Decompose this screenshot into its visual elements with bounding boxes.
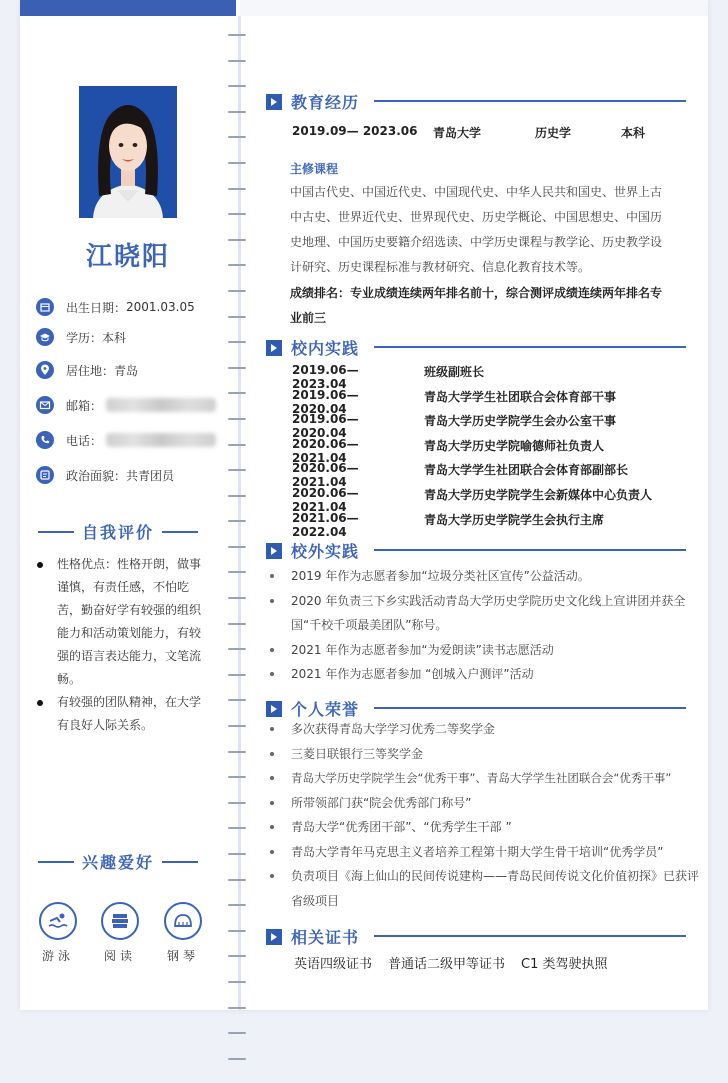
chevron-right-icon	[266, 701, 282, 717]
practice-date: 2020.06—2021.04	[292, 486, 359, 514]
binding-dash	[228, 623, 246, 625]
honor-item: 青岛大学历史学院学生会“优秀干事”、青岛大学学生社团联合会“优秀干事”	[270, 766, 710, 791]
outside-practice-item: 2021 年作为志愿者参加“为爱朗读”读书志愿活动	[270, 638, 710, 663]
binding-dash	[228, 674, 246, 676]
practice-date: 2019.06—2020.04	[292, 387, 359, 416]
info-row	[36, 359, 138, 381]
honor-item: 所带领部门获“院会优秀部门称号”	[270, 791, 710, 816]
piano-icon	[172, 910, 194, 932]
self-eval-title: 自我评价	[82, 523, 155, 542]
outside-practice-item: 2020 年负责三下乡实践活动青岛大学历史学院历史文化线上宣讲团并获全国“千校千项最美团队”称号。	[270, 589, 691, 638]
honors-list	[270, 717, 710, 913]
practice-date: 2020.06—2021.04	[292, 461, 359, 490]
binding-dash	[228, 520, 246, 522]
binding-dash	[228, 85, 246, 87]
binding-dash	[228, 60, 246, 62]
practice-role: 青岛大学学生社团联合会体育部副部长	[424, 463, 629, 478]
hobby-label: 钢琴	[166, 949, 199, 963]
binding-dash	[228, 188, 246, 190]
book-stack-icon	[109, 910, 131, 932]
binding-dash	[228, 1007, 246, 1009]
section-rule	[374, 346, 686, 348]
education-heading	[266, 90, 359, 113]
self-eval-heading	[30, 520, 206, 543]
hobbies-heading	[30, 850, 206, 873]
binding-dash	[228, 699, 246, 701]
info-value: 2001.03.05	[126, 300, 195, 314]
binding-dash	[228, 751, 246, 753]
binding-dash	[228, 162, 246, 164]
practice-date: 2019.06—2023.04	[292, 363, 359, 391]
binding-dash	[228, 316, 246, 318]
binding-dash	[228, 444, 246, 446]
info-label: 学历：	[66, 330, 103, 345]
binding-dash	[228, 136, 246, 138]
info-value: 共青团员	[126, 468, 175, 483]
info-label: 居住地：	[66, 363, 115, 378]
binding-dash	[228, 34, 246, 36]
practice-role: 青岛大学历史学院喻德师社负责人	[424, 438, 605, 453]
binding-dash	[228, 341, 246, 343]
section-rule	[374, 707, 686, 709]
info-value: 本科	[102, 330, 127, 345]
info-value: 青岛	[114, 363, 139, 378]
binding-dash	[228, 1032, 246, 1034]
courses-title: 主修课程	[290, 162, 339, 176]
outside-practice-title: 校外实践	[291, 542, 360, 561]
outside-practice-item: 2021 年作为志愿者参加 “创城入户测评”活动	[270, 662, 710, 687]
outside-practice-heading	[266, 539, 359, 562]
info-row	[36, 464, 174, 486]
redacted-value	[106, 398, 216, 412]
phone-icon	[36, 431, 54, 449]
binding-marks	[228, 34, 250, 1083]
practice-role: 青岛大学历史学院学生会执行主席	[424, 512, 605, 527]
binding-dash	[228, 802, 246, 804]
binding-dash	[228, 111, 246, 113]
education-school: 青岛大学	[433, 126, 482, 140]
binding-dash	[228, 827, 246, 829]
honor-item: 多次获得青岛大学学习优秀二等奖学金	[270, 717, 710, 742]
info-label: 出生日期：	[66, 300, 127, 315]
hobby-label: 阅读	[103, 949, 136, 963]
graduation-cap-icon	[36, 328, 54, 346]
self-eval-item: 有较强的团队精神，在大学有良好人际关系。	[36, 691, 212, 737]
location-pin-icon	[36, 361, 54, 379]
portrait-illustration	[79, 86, 177, 218]
honor-item: 青岛大学“优秀团干部”、“优秀学生干部 ”	[270, 815, 710, 840]
info-label: 电话：	[66, 433, 103, 448]
hobby-piano	[163, 902, 203, 964]
binding-dash	[228, 1058, 246, 1060]
profile-photo	[79, 86, 177, 218]
chevron-right-icon	[266, 929, 282, 945]
certificate-item: 英语四级证书	[294, 957, 373, 972]
binding-dash	[228, 290, 246, 292]
candidate-name: 江晓阳	[85, 242, 170, 272]
binding-dash	[228, 495, 246, 497]
mail-icon	[36, 396, 54, 414]
swimming-icon	[47, 910, 69, 932]
redacted-value	[106, 433, 216, 447]
certificate-item: C1 类驾驶执照	[521, 957, 608, 972]
info-row	[36, 394, 216, 416]
binding-dash	[228, 469, 246, 471]
binding-dash	[228, 597, 246, 599]
outside-practice-item: 2019 年作为志愿者参加“垃圾分类社区宣传”公益活动。	[270, 564, 710, 589]
binding-dash	[228, 725, 246, 727]
education-title: 教育经历	[291, 93, 360, 112]
practice-role: 青岛大学学生社团联合会体育部干事	[424, 389, 617, 404]
section-rule	[374, 100, 686, 102]
honor-item: 三菱日联银行三等奖学金	[270, 742, 710, 767]
certificates-heading	[266, 925, 359, 948]
honors-title: 个人荣誉	[291, 700, 360, 719]
info-row	[36, 296, 195, 318]
education-degree: 本科	[621, 126, 646, 140]
binding-dash	[228, 955, 246, 957]
hobbies-title: 兴趣爱好	[82, 853, 155, 872]
certificates-title: 相关证书	[291, 928, 360, 947]
section-rule	[374, 549, 686, 551]
courses-text: 中国古代史、中国近代史、中国现代史、中华人民共和国史、世界上古中古史、世界近代史、世界现代史、历史学概论、中国思想史、中国历史地理、中国历史要籍介绍选读、中学历史课程与教学论、历史教学设计研究、历史课程标准与教材研究、信息化教育技术等。	[290, 185, 663, 274]
self-eval-item: 性格优点：性格开朗，做事谨慎，有责任感，不怕吃苦，勤奋好学有较强的组织能力和活动策划能力，有较强的语言表达能力，文笔流畅。	[36, 553, 212, 691]
binding-dash	[228, 213, 246, 215]
binding-dash	[228, 392, 246, 394]
info-row	[36, 326, 126, 348]
info-label: 邮箱：	[66, 398, 103, 413]
practice-date: 2020.06—2021.04	[292, 436, 359, 465]
practice-role: 青岛大学历史学院学生会新媒体中心负责人	[424, 488, 653, 502]
education-period: 2019.09— 2023.06	[292, 124, 418, 138]
practice-date: 2021.06—2022.04	[292, 510, 359, 539]
certificates-list	[294, 953, 624, 972]
hobby-reading	[100, 902, 140, 964]
honor-item: 负责项目《海上仙山的民间传说建构——青岛民间传说文化价值初探》已获评省级项目	[270, 864, 701, 913]
binding-dash	[228, 904, 246, 906]
section-rule	[374, 935, 686, 937]
badge-icon	[36, 466, 54, 484]
binding-dash	[228, 418, 246, 420]
binding-dash	[228, 648, 246, 650]
top-accent-bar	[20, 0, 236, 16]
ranking-text: 成绩排名：专业成绩连续两年排名前十，综合测评成绩连续两年排名专业前三	[290, 286, 663, 325]
binding-dash	[228, 546, 246, 548]
chevron-right-icon	[266, 543, 282, 559]
campus-practice-heading	[266, 336, 359, 359]
campus-practice-title: 校内实践	[291, 339, 360, 358]
practice-date: 2019.06—2020.04	[292, 412, 359, 441]
outside-practice-list	[270, 564, 710, 687]
binding-dash	[228, 367, 246, 369]
calendar-icon	[36, 298, 54, 316]
binding-dash	[228, 571, 246, 573]
practice-role: 班级副班长	[424, 365, 485, 379]
self-eval-list	[36, 553, 212, 737]
binding-dash	[228, 879, 246, 881]
binding-dash	[228, 930, 246, 932]
education-major: 历史学	[535, 126, 572, 140]
hobby-label: 游泳	[41, 949, 74, 963]
chevron-right-icon	[266, 94, 282, 110]
info-label: 政治面貌：	[66, 468, 127, 483]
binding-dash	[228, 776, 246, 778]
top-bar-right	[240, 0, 708, 16]
hobby-swimming	[38, 902, 78, 964]
binding-dash	[228, 853, 246, 855]
practice-role: 青岛大学历史学院学生会办公室干事	[424, 414, 617, 429]
honor-item: 青岛大学青年马克思主义者培养工程第十期大学生骨干培训“优秀学员”	[270, 840, 710, 865]
info-row	[36, 429, 216, 451]
certificate-item: 普通话二级甲等证书	[388, 957, 506, 972]
chevron-right-icon	[266, 340, 282, 356]
binding-dash	[228, 981, 246, 983]
